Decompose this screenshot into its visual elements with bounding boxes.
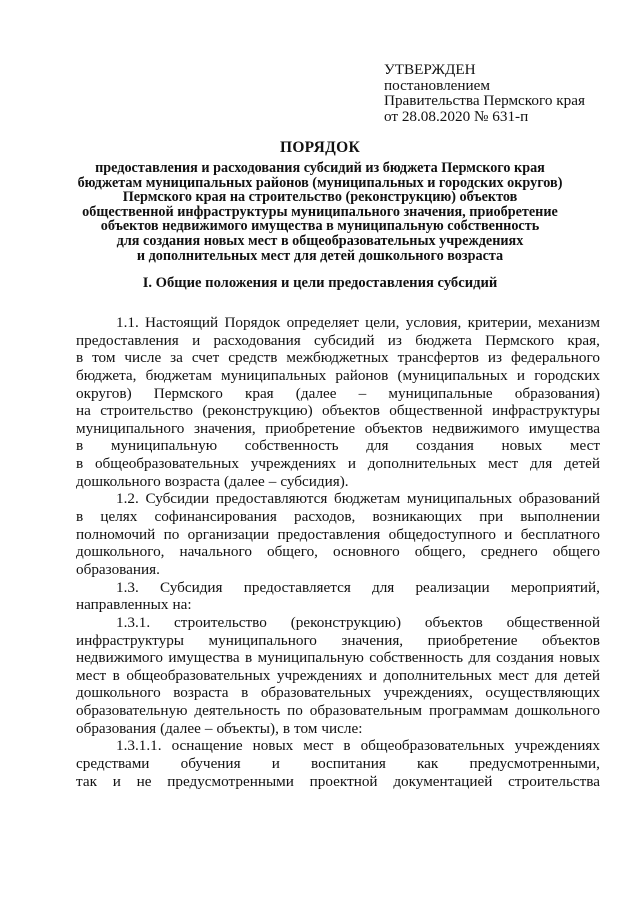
- body-word: средствами: [76, 755, 150, 773]
- document-subtitle: [70, 161, 570, 263]
- body-line: [76, 437, 600, 455]
- body-word: муниципальную: [110, 437, 218, 455]
- body-word: объектов: [542, 631, 600, 649]
- body-word: для: [468, 649, 491, 667]
- body-word: строительства: [508, 772, 600, 790]
- body-word: субсидия).: [280, 472, 349, 490]
- body-word: мест: [569, 437, 600, 455]
- body-word: субсидий: [314, 331, 375, 349]
- body-word: в: [76, 437, 84, 455]
- approval-line: УТВЕРЖДЕН: [384, 61, 476, 78]
- body-word: дошкольного,: [76, 543, 165, 561]
- approval-line: Правительства Пермского края: [384, 92, 585, 109]
- body-word: муниципальных: [221, 366, 327, 384]
- body-word: –: [268, 472, 277, 490]
- document-title: ПОРЯДОК: [279, 139, 361, 156]
- body-word: муниципального: [208, 631, 317, 649]
- body-word: общеобразовательных: [126, 666, 271, 684]
- body-line: [76, 614, 600, 632]
- body-line: [76, 402, 600, 420]
- body-word: недвижимого: [76, 649, 163, 667]
- body-line: [76, 596, 600, 614]
- body-word: предоставляются: [215, 490, 328, 508]
- body-word: –: [204, 719, 213, 737]
- body-word: собственность: [369, 649, 464, 667]
- body-word: Субсидии: [145, 490, 210, 508]
- body-line: [76, 332, 600, 350]
- body-word: (далее: [224, 472, 265, 490]
- body-word: определяет: [286, 314, 359, 331]
- body-word: (реконструкцию): [202, 402, 313, 420]
- body-word: дополнительных: [367, 455, 477, 473]
- body-word: 1.2.: [116, 490, 139, 508]
- body-word: бюджетам: [145, 366, 212, 384]
- body-word: из: [487, 349, 503, 367]
- subtitle-line: объектов недвижимого имущества в муниципальную собственность: [100, 218, 540, 235]
- body-word: –: [358, 384, 367, 402]
- body-word: образования): [514, 384, 600, 402]
- body-word: межбюджетных: [286, 349, 389, 367]
- subtitle-line: и дополнительных мест для детей дошкольного возраста: [136, 247, 504, 264]
- body-word: бюджета,: [76, 366, 137, 384]
- body-line: [76, 455, 600, 473]
- body-word: организации: [187, 525, 270, 543]
- body-word: критерии,: [467, 314, 532, 331]
- body-word: среднего: [480, 543, 538, 561]
- body-word: за: [170, 349, 183, 367]
- body-word: и: [504, 525, 513, 543]
- body-word: для: [529, 455, 553, 473]
- body-word: образовательную: [76, 702, 188, 720]
- body-word: значения,: [341, 631, 404, 649]
- body-word: городских: [534, 366, 600, 384]
- body-word: предоставления: [76, 331, 179, 349]
- body-word: в: [76, 508, 84, 526]
- body-word: создания: [416, 437, 474, 455]
- body-word: Субсидия: [159, 578, 223, 596]
- body-word: в: [245, 649, 253, 667]
- body-word: осуществляющих: [485, 684, 600, 702]
- body-word: края: [244, 384, 274, 402]
- body-word: обучения: [180, 755, 241, 773]
- body-word: софинансирования: [154, 508, 277, 526]
- body-word: в: [76, 349, 84, 367]
- body-word: в: [241, 684, 249, 702]
- body-word: образования: [76, 719, 157, 737]
- body-word: общеобразовательных: [360, 737, 505, 755]
- body-word: предусмотренными,: [469, 755, 600, 773]
- body-word: воспитания: [311, 755, 386, 773]
- body-line: [76, 632, 600, 650]
- body-line: [76, 526, 600, 544]
- body-line: [76, 737, 600, 755]
- body-word: федерального: [510, 349, 600, 367]
- body-word: так: [76, 772, 97, 790]
- body-word: 1.3.1.1.: [116, 737, 162, 755]
- body-word: муниципальные: [388, 384, 493, 402]
- body-word: расходов,: [293, 508, 356, 526]
- body-word: объектов: [424, 613, 483, 631]
- body-word: учреждениях: [514, 737, 600, 755]
- body-word: создания: [496, 649, 554, 667]
- body-word: направленных: [76, 596, 169, 614]
- body-word: новых: [501, 437, 543, 455]
- body-word: новых: [559, 649, 600, 667]
- body-line: [76, 367, 600, 385]
- approval-line: постановлением: [384, 76, 491, 94]
- body-word: начального: [179, 543, 252, 561]
- body-word: недвижимого: [432, 419, 520, 437]
- approval-block: [384, 62, 585, 124]
- body-word: муниципального: [76, 419, 185, 437]
- body-word: средств: [228, 349, 278, 367]
- body-word: и: [516, 366, 526, 384]
- body-word: края,: [567, 331, 600, 349]
- body-word: оснащение: [171, 737, 243, 755]
- body-word: (далее: [295, 384, 337, 402]
- body-line: [76, 473, 600, 491]
- body-word: (реконструкцию): [290, 613, 402, 631]
- body-word: учреждениях: [250, 455, 337, 473]
- body-word: строительство: [174, 613, 267, 631]
- body-word: расходования: [213, 331, 301, 349]
- subtitle-line: предоставления и расходования субсидий из бюджета Пермского края: [95, 160, 545, 176]
- body-word: общеобразовательных: [94, 455, 239, 473]
- body-word: учреждениях: [276, 666, 363, 684]
- body-word: мероприятий,: [510, 578, 600, 596]
- body-word: предусмотренными: [167, 772, 294, 790]
- approval-line: от 28.08.2020 № 631-п: [384, 107, 529, 125]
- body-word: мест: [303, 737, 334, 755]
- body-word: из: [387, 331, 402, 349]
- subtitle-line: общественной инфраструктуры муниципального значения, приобретение: [82, 203, 558, 220]
- section-heading: I. Общие положения и цели предоставления субсидий: [142, 275, 498, 291]
- body-word: проектной: [309, 772, 378, 790]
- body-word: мест: [488, 455, 519, 473]
- body-word: детей: [564, 666, 600, 684]
- body-word: объектов: [322, 402, 380, 420]
- body-word: для: [535, 666, 558, 684]
- body-word: бесплатного: [520, 525, 600, 543]
- body-word: мест: [76, 666, 107, 684]
- body-word: числе:: [321, 719, 363, 737]
- body-word: инфраструктуры: [76, 631, 184, 649]
- body-word: и: [347, 455, 357, 473]
- body-word: полномочий: [76, 525, 156, 543]
- body-word: Пермского: [485, 331, 555, 349]
- body-word: механизм: [538, 314, 600, 331]
- body-word: округов): [76, 384, 132, 402]
- body-word: приобретение: [427, 631, 518, 649]
- subtitle-line: для создания новых мест в общеобразовательных учреждениях: [116, 232, 524, 249]
- body-line: [76, 385, 600, 403]
- body-word: образований: [518, 490, 600, 508]
- body-word: цели,: [365, 314, 400, 331]
- body-word: и: [271, 755, 280, 773]
- body-word: в: [76, 455, 84, 473]
- body-word: общего,: [266, 543, 318, 561]
- body-line: [76, 349, 600, 367]
- body-line: [76, 561, 600, 579]
- body-word: (муниципальных: [397, 366, 508, 384]
- body-line: [76, 420, 600, 438]
- body-word: значения,: [193, 419, 256, 437]
- body-word: районов: [335, 366, 389, 384]
- body-word: по: [287, 702, 303, 720]
- body-word: общественной: [389, 402, 483, 420]
- body-word: строительство: [100, 402, 194, 420]
- body-word: для: [371, 578, 395, 596]
- body-word: 1.3.: [116, 578, 139, 596]
- body-line: [76, 490, 600, 508]
- body-word: дошкольного: [515, 702, 600, 720]
- body-line: [76, 508, 600, 526]
- body-line: [76, 702, 600, 720]
- body-word: дополнительных: [383, 666, 492, 684]
- body-word: приобретение: [265, 419, 356, 437]
- body-word: и: [368, 666, 377, 684]
- body-word: в: [282, 719, 291, 737]
- body-word: бюджета: [415, 331, 472, 349]
- body-word: детей: [564, 455, 600, 473]
- body-word: в: [343, 737, 351, 755]
- body-line: [76, 667, 600, 685]
- body-word: новых: [252, 737, 294, 755]
- body-word: как: [417, 755, 439, 773]
- body-word: мест: [498, 666, 529, 684]
- body-word: на: [76, 402, 91, 420]
- body-word: имущества: [168, 649, 240, 667]
- body-word: 1.3.1.: [116, 613, 151, 631]
- body-word: собственность: [244, 437, 339, 455]
- body-word: инфраструктуры: [491, 402, 600, 420]
- body-word: муниципальную: [257, 649, 364, 667]
- body-word: для: [366, 437, 389, 455]
- body-word: основного: [332, 543, 400, 561]
- body-word: том: [294, 719, 318, 737]
- body-word: и: [112, 772, 121, 790]
- subtitle-line: Пермского края на строительство (реконструкцию) объектов: [122, 189, 518, 206]
- body-word: Настоящий: [145, 314, 219, 331]
- body-word: программам: [428, 702, 509, 720]
- body-line: [76, 649, 600, 667]
- body-word: общего,: [414, 543, 466, 561]
- body-word: в: [112, 666, 120, 684]
- body-word: не: [136, 772, 152, 790]
- body-word: целях: [100, 508, 138, 526]
- body-word: условия,: [405, 314, 462, 331]
- body-word: на:: [172, 596, 192, 614]
- body-word: возраста: [173, 684, 229, 702]
- body-word: общего: [552, 543, 600, 561]
- body-word: общественной: [506, 613, 600, 631]
- body-word: образовательных: [260, 684, 372, 702]
- subtitle-line: бюджетам муниципальных районов (муниципальных и городских округов): [77, 174, 563, 191]
- body-word: объектов: [364, 419, 423, 437]
- body-line: [76, 684, 600, 702]
- body-line: [76, 773, 600, 791]
- body-word: счет: [191, 349, 220, 367]
- body-word: предоставляется: [243, 578, 351, 596]
- body-line: [76, 579, 600, 597]
- body-word: дошкольного: [76, 684, 161, 702]
- body-word: и: [192, 331, 201, 349]
- body-word: учреждениях,: [383, 684, 473, 702]
- body-word: предоставления: [277, 525, 381, 543]
- body-line: [76, 755, 600, 773]
- body-word: имущества: [528, 419, 600, 437]
- body-word: образовательным: [309, 702, 423, 720]
- body-word: при: [479, 508, 504, 526]
- body-word: муниципальных: [406, 490, 513, 508]
- body-word: возникающих: [372, 508, 463, 526]
- body-word: бюджетам: [333, 490, 401, 508]
- body-word: трансфертов: [397, 349, 479, 367]
- body-word: объекты),: [216, 719, 279, 737]
- body-line: [76, 314, 600, 332]
- body-word: дошкольного: [76, 472, 161, 490]
- body-line: [76, 720, 600, 738]
- body-word: по: [163, 525, 180, 543]
- body-word: документацией: [393, 772, 493, 790]
- body-word: 1.1.: [116, 314, 139, 331]
- body-line: [76, 543, 600, 561]
- body-word: Пермского: [153, 384, 223, 402]
- body-word: числе: [124, 349, 162, 367]
- body-word: Порядок: [224, 314, 281, 331]
- body-word: деятельность: [194, 702, 281, 720]
- body-word: образования.: [76, 560, 160, 578]
- body-word: общедоступного: [388, 525, 496, 543]
- body-word: том: [92, 349, 116, 367]
- body-word: выполнении: [520, 508, 600, 526]
- body-text: [76, 314, 600, 790]
- body-word: реализации: [415, 578, 490, 596]
- body-word: (далее: [160, 719, 201, 737]
- body-word: возраста: [164, 472, 220, 490]
